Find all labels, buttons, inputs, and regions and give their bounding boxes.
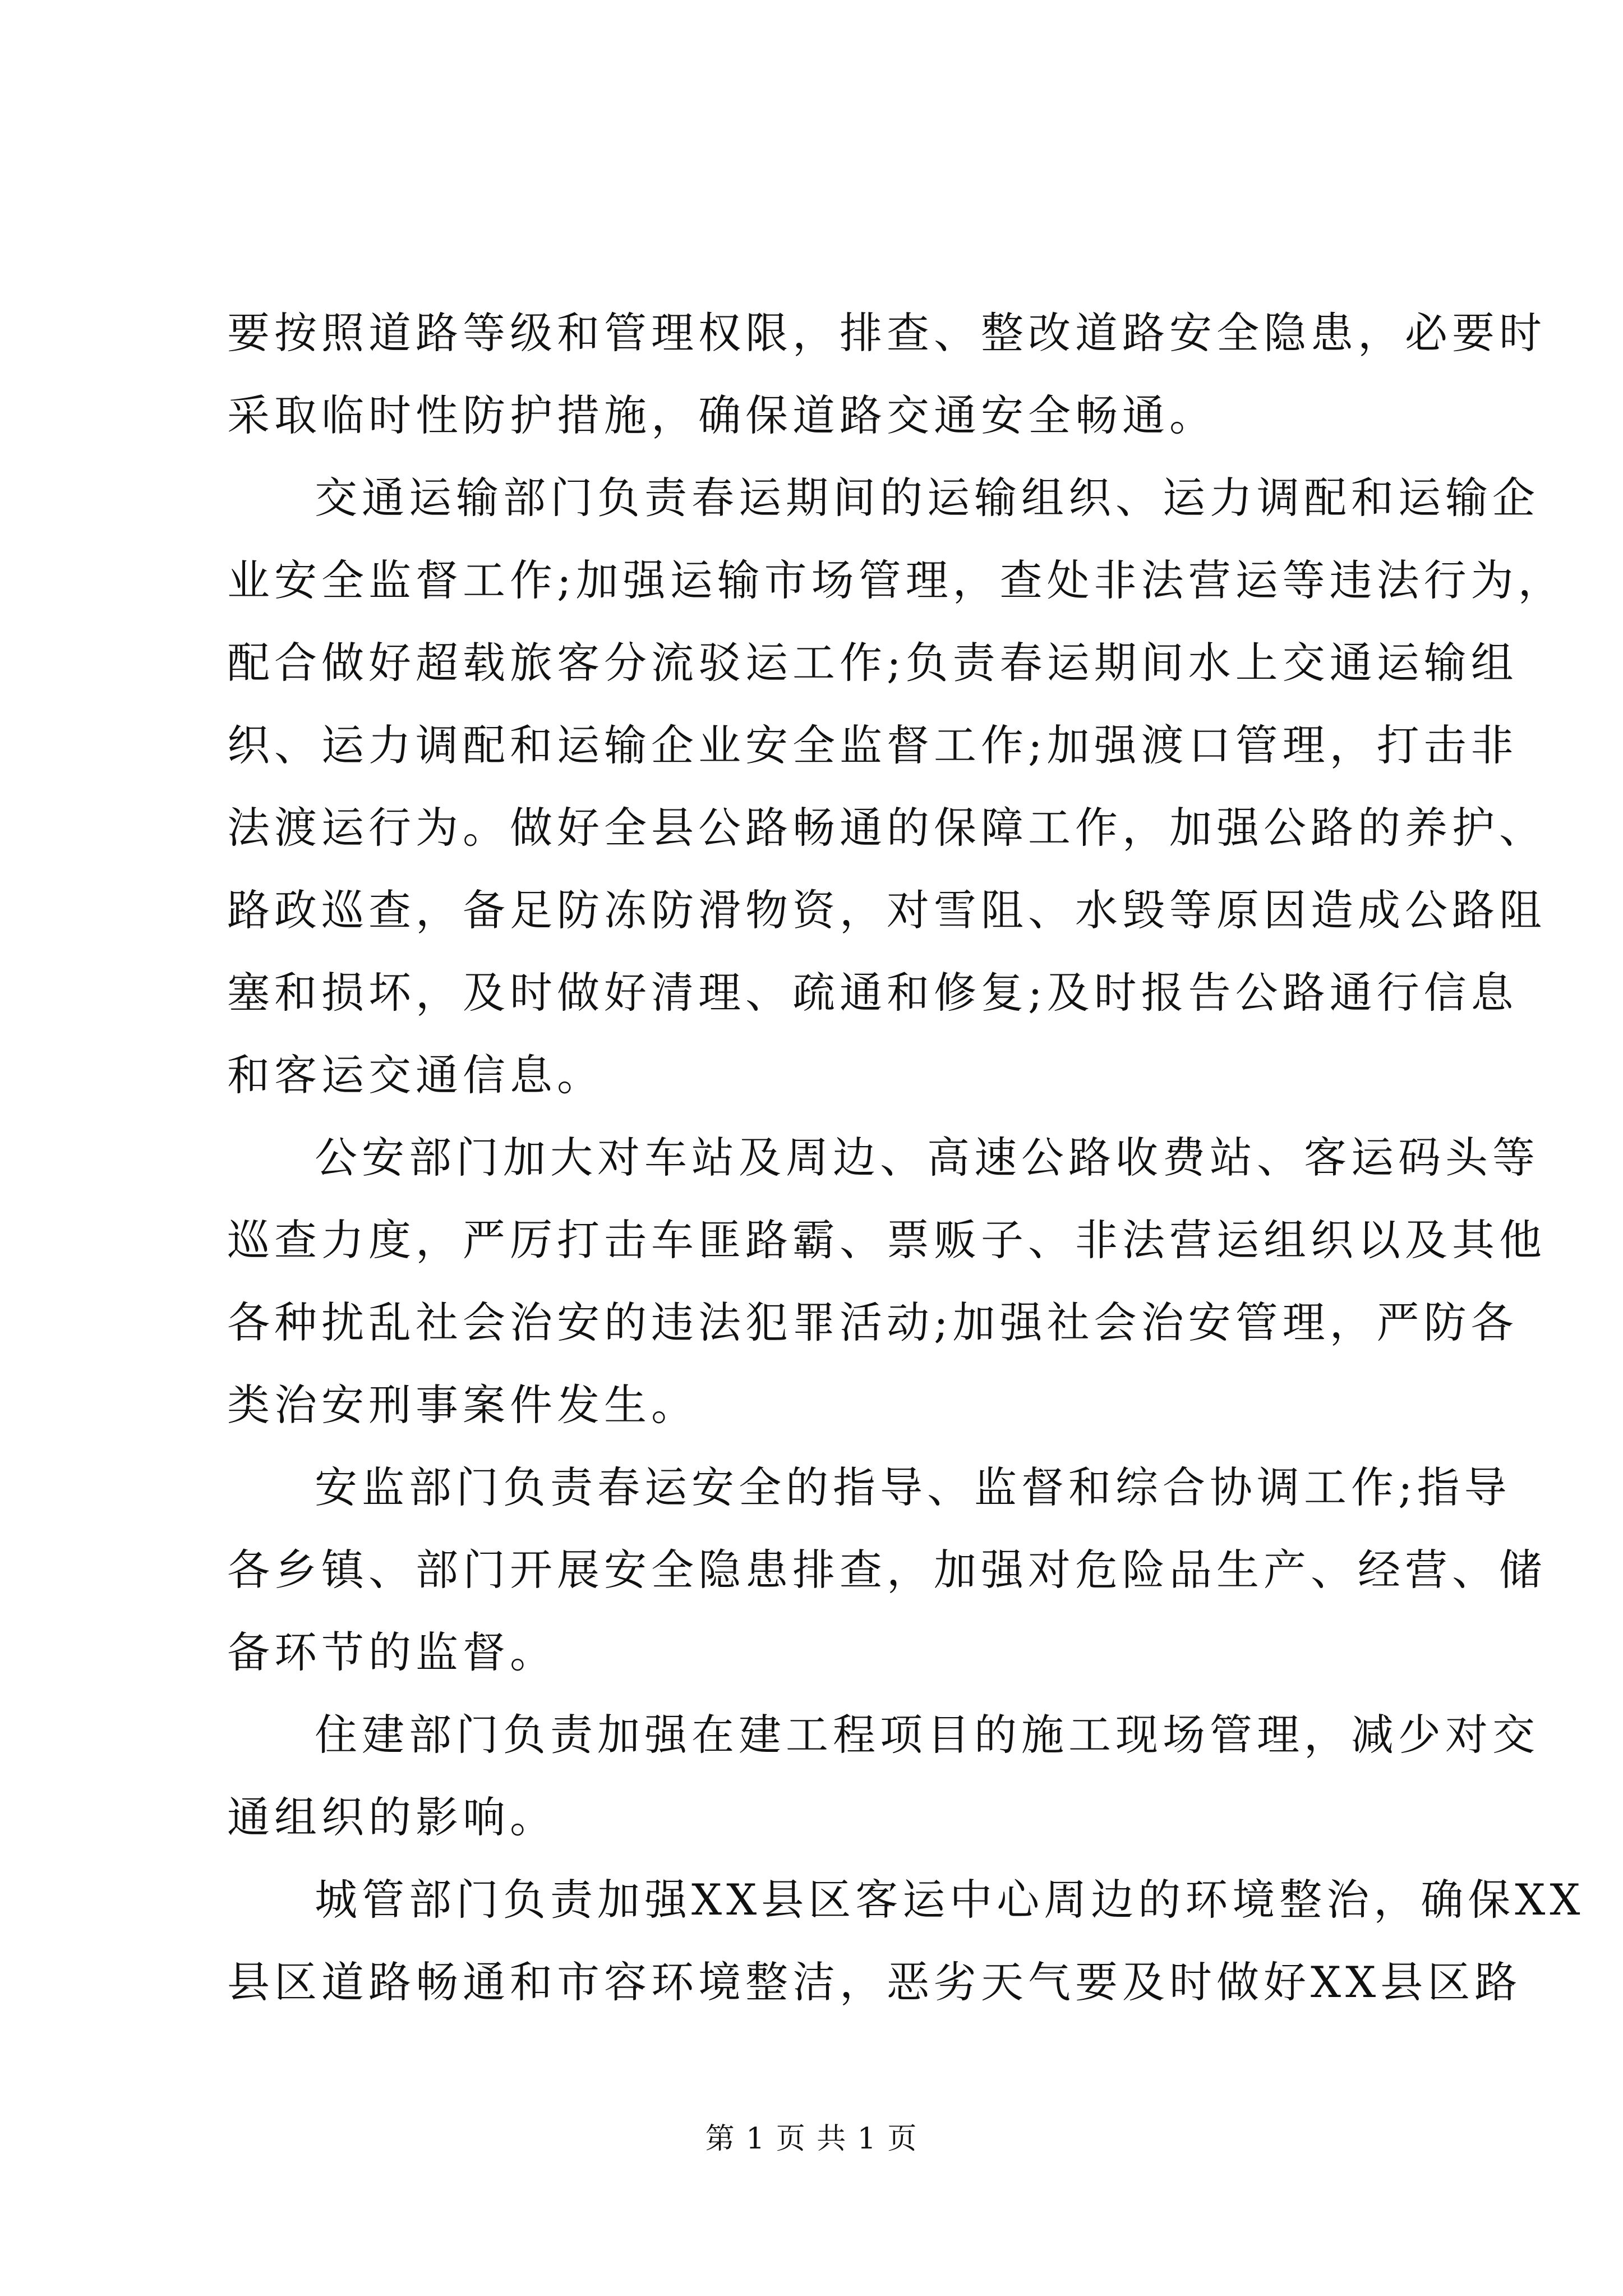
text-line: 各种扰乱社会治安的违法犯罪活动;加强社会治安管理，严防各 <box>227 1297 1518 1347</box>
page-footer <box>0 2115 1623 2157</box>
text-line: 县区道路畅通和市容环境整洁，恶劣天气要及时做好XX县区路 <box>227 1957 1522 2007</box>
paragraph-start-line: 城管部门负责加强XX县区客运中心周边的环境整治，确保XX <box>315 1875 1585 1925</box>
text-line: 配合做好超载旅客分流驳运工作;负责春运期间水上交通运输组 <box>227 638 1518 688</box>
text-line: 采取临时性防护措施，确保道路交通安全畅通。 <box>227 390 1216 440</box>
paragraph-start-line: 交通运输部门负责春运期间的运输组织、运力调配和运输企 <box>315 473 1539 523</box>
text-line: 通组织的影响。 <box>227 1792 557 1842</box>
text-line: 各乡镇、部门开展安全隐患排查，加强对危险品生产、经营、储 <box>227 1545 1546 1595</box>
text-line: 法渡运行为。做好全县公路畅通的保障工作，加强公路的养护、 <box>227 803 1546 853</box>
text-line: 织、运力调配和运输企业安全监督工作;加强渡口管理，打击非 <box>227 720 1518 770</box>
paragraph-start-line: 住建部门负责加强在建工程项目的施工现场管理，减少对交 <box>315 1710 1539 1760</box>
text-line: 要按照道路等级和管理权限，排查、整改道路安全隐患，必要时 <box>227 308 1546 358</box>
document-body <box>227 292 1585 2023</box>
text-line: 塞和损坏，及时做好清理、疏通和修复;及时报告公路通行信息 <box>227 968 1518 1018</box>
text-line: 备环节的监督。 <box>227 1627 557 1677</box>
text-line: 业安全监督工作;加强运输市场管理，查处非法营运等违法行为， <box>227 555 1565 605</box>
text-line: 和客运交通信息。 <box>227 1050 604 1100</box>
paragraph-start-line: 安监部门负责春运安全的指导、监督和综合协调工作;指导 <box>315 1462 1511 1512</box>
page-number-label: 第 1 页 共 1 页 <box>705 2122 918 2156</box>
text-line: 路政巡查，备足防冻防滑物资，对雪阻、水毁等原因造成公路阻 <box>227 885 1546 935</box>
text-line: 巡查力度，严厉打击车匪路霸、票贩子、非法营运组织以及其他 <box>227 1215 1546 1265</box>
text-line: 类治安刑事案件发生。 <box>227 1380 698 1430</box>
paragraph-start-line: 公安部门加大对车站及周边、高速公路收费站、客运码头等 <box>315 1133 1539 1182</box>
